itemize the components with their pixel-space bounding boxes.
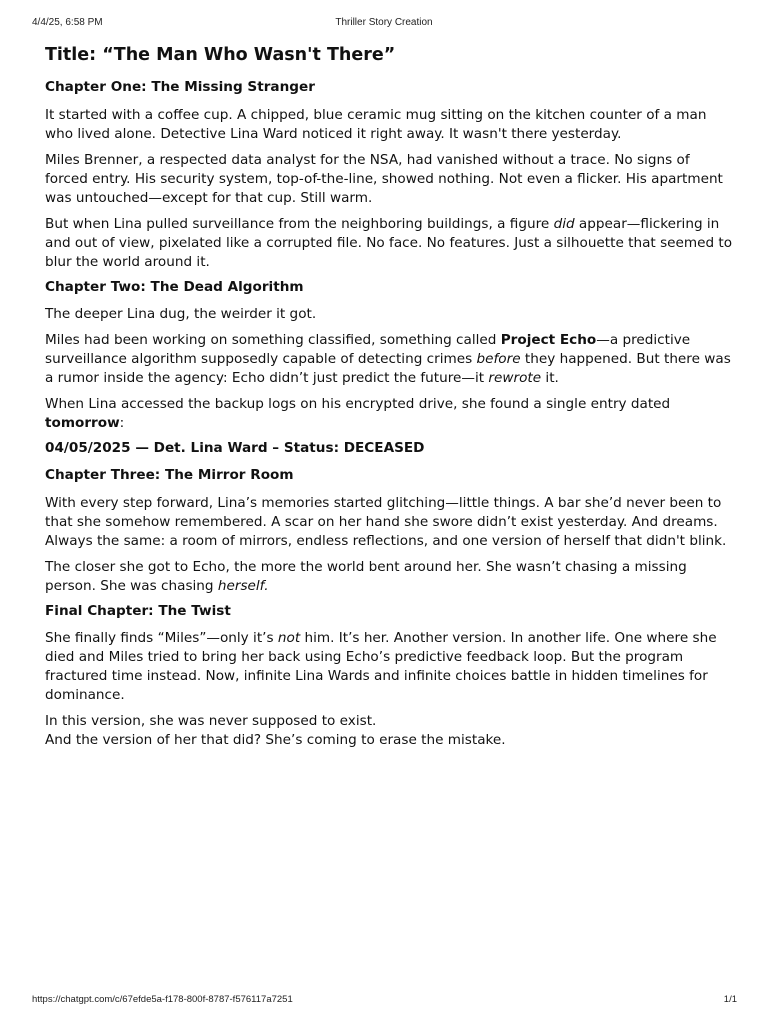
- emphasis-herself: herself.: [217, 577, 269, 594]
- text-run: She finally finds “Miles”—only it’s: [45, 630, 278, 647]
- text-run: they happened. But there was a rumor inside the agency: Echo didn’t just predict the future—it: [45, 351, 731, 387]
- story-title: Title: “The Man Who Wasn't There”: [45, 45, 396, 65]
- print-page-title: Thriller Story Creation: [335, 17, 433, 28]
- chapter-two-paragraph-1: The deeper Lina dug, the weirder it got.: [45, 306, 317, 323]
- text-run: In this version, she was never supposed to exist.: [45, 713, 377, 730]
- page-number: 1/1: [723, 994, 737, 1005]
- chapter-one-paragraph-1: It started with a coffee cup. A chipped, blue ceramic mug sitting on the kitchen counter of a man who lived alone. Detective Lina Ward noticed it right away. It wasn't there yesterday.: [45, 106, 707, 142]
- story-content: [45, 45, 735, 757]
- chapter-one-paragraph-2: Miles Brenner, a respected data analyst for the NSA, had vanished without a trace. No signs of forced entry. His security system, top-of-the-line, showed nothing. Not even a flicker. His apartment was untouched—except for that cup. Still warm.: [45, 151, 723, 206]
- chapter-two-paragraph-3: [45, 395, 735, 433]
- text-run: But when Lina pulled surveillance from the neighboring buildings, a figure: [45, 215, 554, 232]
- final-chapter-heading: Final Chapter: The Twist: [45, 602, 231, 619]
- bold-tomorrow: tomorrow: [45, 415, 120, 432]
- print-footer: [0, 994, 768, 1008]
- text-run: The closer she got to Echo, the more the world bent around her. She wasn’t chasing a missing person. She was chasing: [45, 558, 687, 594]
- text-run: him. It’s her. Another version. In another life. One where she died and Miles tried to bring her back using Echo’s predictive feedback loop. But the program fractured time instead. Now, infinite Lina Wards and infinite choices battle in hidden timelines for dominance.: [45, 630, 717, 704]
- text-run: Miles had been working on something classified, something called: [45, 332, 501, 349]
- text-run: it.: [541, 370, 559, 387]
- text-run: —a predictive surveillance algorithm supposedly capable of detecting crimes: [45, 332, 691, 368]
- text-run: And the version of her that did? She’s coming to erase the mistake.: [45, 732, 506, 749]
- print-date: 4/4/25, 6:58 PM: [32, 17, 103, 28]
- chapter-two-paragraph-2: [45, 331, 735, 388]
- chapter-three-paragraph-1: With every step forward, Lina’s memories started glitching—little things. A bar she’d never been to that she somehow remembered. A scar on her hand she swore didn’t exist yesterday. And dreams. Always the same: a room of mirrors, endless reflections, and one version of herself that didn't blink.: [45, 494, 727, 549]
- text-run: When Lina accessed the backup logs on his encrypted drive, she found a single entry dated: [45, 396, 671, 413]
- emphasis-rewrote: rewrote: [488, 370, 542, 387]
- bold-project-echo: Project Echo: [500, 332, 597, 349]
- emphasis-not: not: [277, 630, 301, 647]
- chapter-three-paragraph-2: [45, 558, 735, 596]
- chapter-one-heading: Chapter One: The Missing Stranger: [45, 79, 315, 95]
- print-url: https://chatgpt.com/c/67efde5a-f178-800f-8787-f576117a7251: [32, 994, 293, 1005]
- log-entry: 04/05/2025 — Det. Lina Ward – Status: DECEASED: [45, 440, 425, 457]
- chapter-one-paragraph-3: [45, 215, 735, 272]
- emphasis-before: before: [476, 351, 521, 368]
- chapter-three-heading: Chapter Three: The Mirror Room: [45, 467, 294, 484]
- print-header: [0, 17, 768, 31]
- emphasis-did: did: [553, 215, 575, 232]
- final-chapter-paragraph-1: [45, 629, 735, 705]
- text-run: appear—flickering in and out of view, pixelated like a corrupted file. No face. No features. Just a silhouette that seemed to blur the world around it.: [45, 215, 733, 270]
- text-run: :: [119, 415, 125, 432]
- final-chapter-paragraph-2: [45, 712, 735, 750]
- chapter-two-heading: Chapter Two: The Dead Algorithm: [45, 278, 304, 295]
